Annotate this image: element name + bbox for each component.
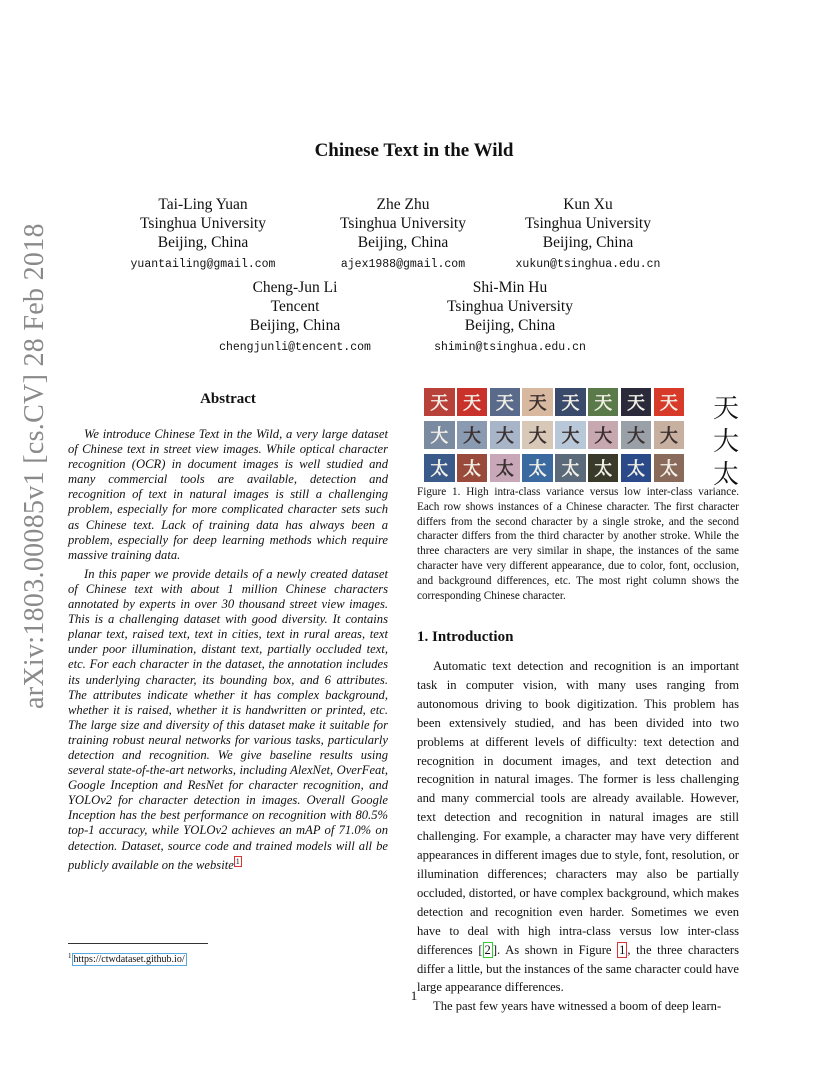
author-block	[210, 278, 380, 357]
character-instance-image: 大	[424, 421, 455, 449]
character-instance-image: 天	[457, 388, 488, 416]
character-instance-image: 天	[621, 388, 652, 416]
intro-paragraph: Automatic text detection and recognition is an important task in computer vision, with many uses ranging from autonomous driving to book digitization. This problem has been extensively studied, and has been divided into two problems at different levels of difficulty: text detection and recognition in document images, and text detection and recognition in natural images. The former is less challenging and many commercial tools are already available. However, text detection and recognition in natural images are still challenging. For example, a character may have very different appearances in different images due to style, font, resolution, or illumination differences; characters may also be partially occluded, distorted, or have complex background, which makes detection and recognition even harder. Sometimes we even have to deal with high intra-class versus low inter-class differences [ 2 ]. As shown in Figure 1 , the three characters differ a little, but the instances of the same character could have large appearance differences.	[417, 659, 739, 995]
author-name: Cheng-Jun Li	[252, 279, 338, 296]
abstract-paragraph-text: In this paper we provide details of a newly created dataset of Chinese text with about 1 million Chinese characters annotated by experts in over 30 thousand street view images. This is a challenging dataset with good diversity. It contains planar text, raised text, text in cities, text in rural areas, text under poor illumination, distant text, partially occluded text, etc. For each character in the dataset, the annotation includes its underlying character, its bounding box, and 6 attributes. The attributes indicate whether it has complex background, whether it is raised, whether it is handwritten or printed, etc. The large size and diversity of this dataset make it suitable for training robust neural networks for various tasks, particularly detection and recognition. We give baseline results using several state-of-the-art networks, including AlexNet, OverFeat, Google Inception and ResNet for character recognition, and YOLOv2 for character detection in images. Overall Google Inception has the best performance on recognition with 80.5% top-1 accuracy, while YOLOv2 achieves an mAP of 71.0% on detection. Dataset, source code and trained models will all be publicly available on the website	[68, 566, 388, 872]
author-block	[318, 195, 488, 274]
character-instance-image: 太	[522, 454, 553, 482]
author-email: shimin@tsinghua.edu.cn	[434, 341, 586, 354]
footnote-mark: 1	[68, 952, 72, 960]
author-name: Kun Xu	[563, 196, 613, 213]
figure-ref-link[interactable]: 1	[619, 942, 626, 957]
figure-caption: Figure 1. High intra-class variance versus low inter-class variance. Each row shows instances of a Chinese character. The first character differs from the second character by a single stroke, and the second character differs from the third character by another stroke. While the three characters are very similar in shape, the instances of the same character have very different appearance, due to color, font, occlusion, and background differences, etc. The most right column shows the corresponding Chinese character.	[417, 486, 739, 602]
character-instance-image: 大	[621, 421, 652, 449]
character-instance-image: 天	[522, 388, 553, 416]
character-instance-image: 天	[654, 388, 685, 416]
character-instance-image: 天	[490, 388, 521, 416]
page-number: 1	[410, 988, 418, 1003]
character-instance-image: 天	[555, 388, 586, 416]
abstract-paragraph	[68, 567, 388, 873]
character-instance-image: 太	[490, 454, 521, 482]
character-instance-image: 太	[621, 454, 652, 482]
character-instance-image: 太	[654, 454, 685, 482]
section-heading: 1. Introduction	[417, 629, 514, 645]
abstract-heading: Abstract	[200, 391, 256, 407]
author-location: Beijing, China	[249, 317, 341, 334]
author-name: Zhe Zhu	[376, 196, 430, 213]
introduction-body	[417, 657, 739, 1016]
figure-tile-grid	[424, 388, 717, 482]
intro-text: . As shown in Figure	[497, 942, 612, 957]
author-block	[420, 278, 600, 357]
intro-text: , the three characters differ a little, but the instances of the same character could have large appearance differences.	[417, 942, 739, 995]
character-instance-image: 大	[555, 421, 586, 449]
character-instance-image: 大	[522, 421, 553, 449]
author-affiliation: Tsinghua University	[447, 298, 573, 315]
character-instance-image: 天	[588, 388, 619, 416]
footnote	[68, 952, 187, 965]
character-instance-image: 大	[588, 421, 619, 449]
abstract-body	[68, 427, 388, 877]
author-location: Beijing, China	[157, 234, 249, 251]
author-location: Beijing, China	[464, 317, 556, 334]
author-affiliation: Tsinghua University	[340, 215, 466, 232]
arxiv-stamp: arXiv:1803.00085v1 [cs.CV] 28 Feb 2018	[19, 223, 50, 709]
author-affiliation: Tsinghua University	[140, 215, 266, 232]
character-instance-image: 太	[424, 454, 455, 482]
paper-title: Chinese Text in the Wild	[314, 140, 514, 161]
character-instance-image: 大	[490, 421, 521, 449]
author-location: Beijing, China	[542, 234, 634, 251]
character-instance-image: 天	[424, 388, 455, 416]
footnote-link[interactable]: 1	[235, 856, 240, 866]
character-instance-image: 太	[555, 454, 586, 482]
author-block	[498, 195, 678, 274]
intro-paragraph: The past few years have witnessed a boom of deep learn-	[433, 999, 722, 1014]
author-name: Tai-Ling Yuan	[158, 196, 248, 213]
intro-text: Automatic text detection and recognition is an important task in computer vision, with many uses ranging from autonomous driving to book digitization. This problem has been extensively studied, and has been divided into two problems at different levels of difficulty: text detection and recognition in document images, and text detection and recognition in natural images. The former is less challenging and many commercial tools are already available. However, text detection and recognition in natural images are still challenging. For example, a character may have very different appearances in different images due to style, font, resolution, or illumination differences; characters may also be partially occluded, distorted, or have complex background, which makes detection and recognition even harder. Sometimes we even have to deal with high intra-class versus low inter-class differences	[417, 659, 739, 957]
author-email: ajex1988@gmail.com	[340, 258, 466, 271]
character-instance-image: 太	[588, 454, 619, 482]
author-name: Shi-Min Hu	[472, 279, 548, 296]
character-instance-image: 太	[457, 454, 488, 482]
citation-link[interactable]: 2	[484, 942, 491, 957]
reference-character: 大	[712, 427, 739, 457]
reference-character: 天	[712, 394, 739, 424]
author-affiliation: Tencent	[270, 298, 320, 315]
character-instance-image: 大	[654, 421, 685, 449]
author-block	[118, 195, 288, 274]
author-affiliation: Tsinghua University	[525, 215, 651, 232]
footnote-rule	[68, 943, 208, 944]
reference-character: 太	[712, 460, 739, 490]
character-instance-image: 大	[457, 421, 488, 449]
abstract-paragraph: We introduce Chinese Text in the Wild, a very large dataset of Chinese text in street view images. While optical character recognition (OCR) in document images is well studied and many commercial tools are available, detection and recognition of text in natural images is still a challenging problem, especially for more complicated character sets such as Chinese text. Lack of training data has always been a problem, especially for deep learning methods which require massive training data.	[68, 427, 388, 562]
author-location: Beijing, China	[357, 234, 449, 251]
author-email: yuantailing@gmail.com	[130, 258, 276, 271]
author-email: xukun@tsinghua.edu.cn	[515, 258, 661, 271]
author-email: chengjunli@tencent.com	[219, 341, 371, 354]
footnote-url-link[interactable]: https://ctwdataset.github.io/	[73, 954, 185, 966]
figure-1	[424, 388, 740, 490]
